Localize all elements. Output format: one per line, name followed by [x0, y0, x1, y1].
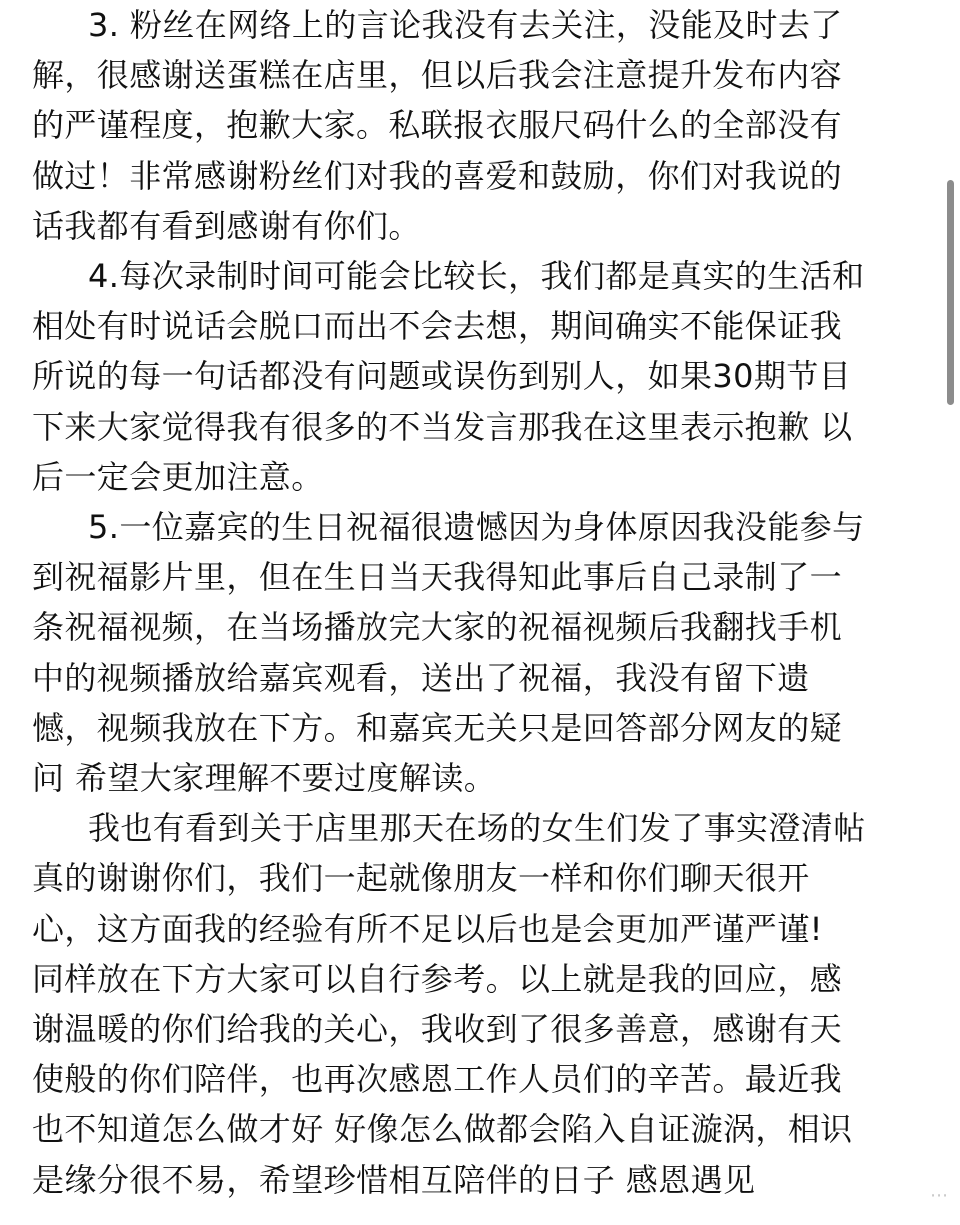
paragraph-5-line-6: 问 希望大家理解不要过度解读。	[32, 759, 497, 797]
closing-line-6: 使般的你们陪伴，也再次感恩工作人员们的辛苦。最近我	[32, 1060, 843, 1099]
watermark-logo: ⋯	[930, 1185, 948, 1206]
paragraph-5-line-1: 5.一位嘉宾的生日祝福很遗憾因为身体原因我没能参与	[88, 508, 865, 546]
paragraph-5-line-5: 憾，视频我放在下方。和嘉宾无关只是回答部分网友的疑	[32, 708, 843, 747]
paragraph-4-line-5: 后一定会更加注意。	[32, 457, 324, 496]
closing-line-4: 同样放在下方大家可以自行参考。以上就是我的回应，感	[32, 959, 843, 998]
paragraph-3-line-1: 3. 粉丝在网络上的言论我没有去关注，没能及时去了	[88, 6, 843, 44]
closing-line-7: 也不知道怎么做才好 好像怎么做都会陷入自证漩涡，相识	[32, 1110, 853, 1149]
paragraph-3-line-3: 的严谨程度，抱歉大家。私联报衣服尺码什么的全部没有	[32, 106, 843, 145]
paragraph-4-line-4: 下来大家觉得我有很多的不当发言那我在这里表示抱歉 以	[32, 407, 853, 446]
closing-line-2: 真的谢谢你们，我们一起就像朋友一样和你们聊天很开	[32, 859, 810, 898]
closing-line-1: 我也有看到关于店里那天在场的女生们发了事实澄清帖	[88, 809, 866, 848]
vertical-scrollbar[interactable]	[947, 180, 954, 405]
closing-line-8: 是缘分很不易，希望珍惜相互陪伴的日子 感恩遇见	[32, 1160, 756, 1199]
paragraph-5-line-4: 中的视频播放给嘉宾观看，送出了祝福，我没有留下遗	[32, 658, 810, 697]
paragraph-3-line-5: 话我都有看到感谢有你们。	[32, 206, 421, 245]
paragraph-5-line-2: 到祝福影片里，但在生日当天我得知此事后自己录制了一	[32, 558, 843, 597]
paragraph-5-line-3: 条祝福视频，在当场播放完大家的祝福视频后我翻找手机	[32, 608, 843, 647]
paragraph-4-line-3: 所说的每一句话都没有问题或误伤到别人，如果30期节目	[32, 357, 852, 396]
paragraph-4-line-1: 4.每次录制时间可能会比较长，我们都是真实的生活和	[88, 257, 865, 295]
closing-line-5: 谢温暖的你们给我的关心，我收到了很多善意，感谢有天	[32, 1010, 843, 1048]
paragraph-3-line-4: 做过！非常感谢粉丝们对我的喜爱和鼓励，你们对我说的	[32, 156, 843, 195]
closing-line-3: 心，这方面我的经验有所不足以后也是会更加严谨严谨!	[32, 909, 823, 948]
paragraph-4-line-2: 相处有时说话会脱口而出不会去想，期间确实不能保证我	[32, 307, 843, 346]
paragraph-3-line-2: 解，很感谢送蛋糕在店里，但以后我会注意提升发布内容	[32, 56, 843, 95]
